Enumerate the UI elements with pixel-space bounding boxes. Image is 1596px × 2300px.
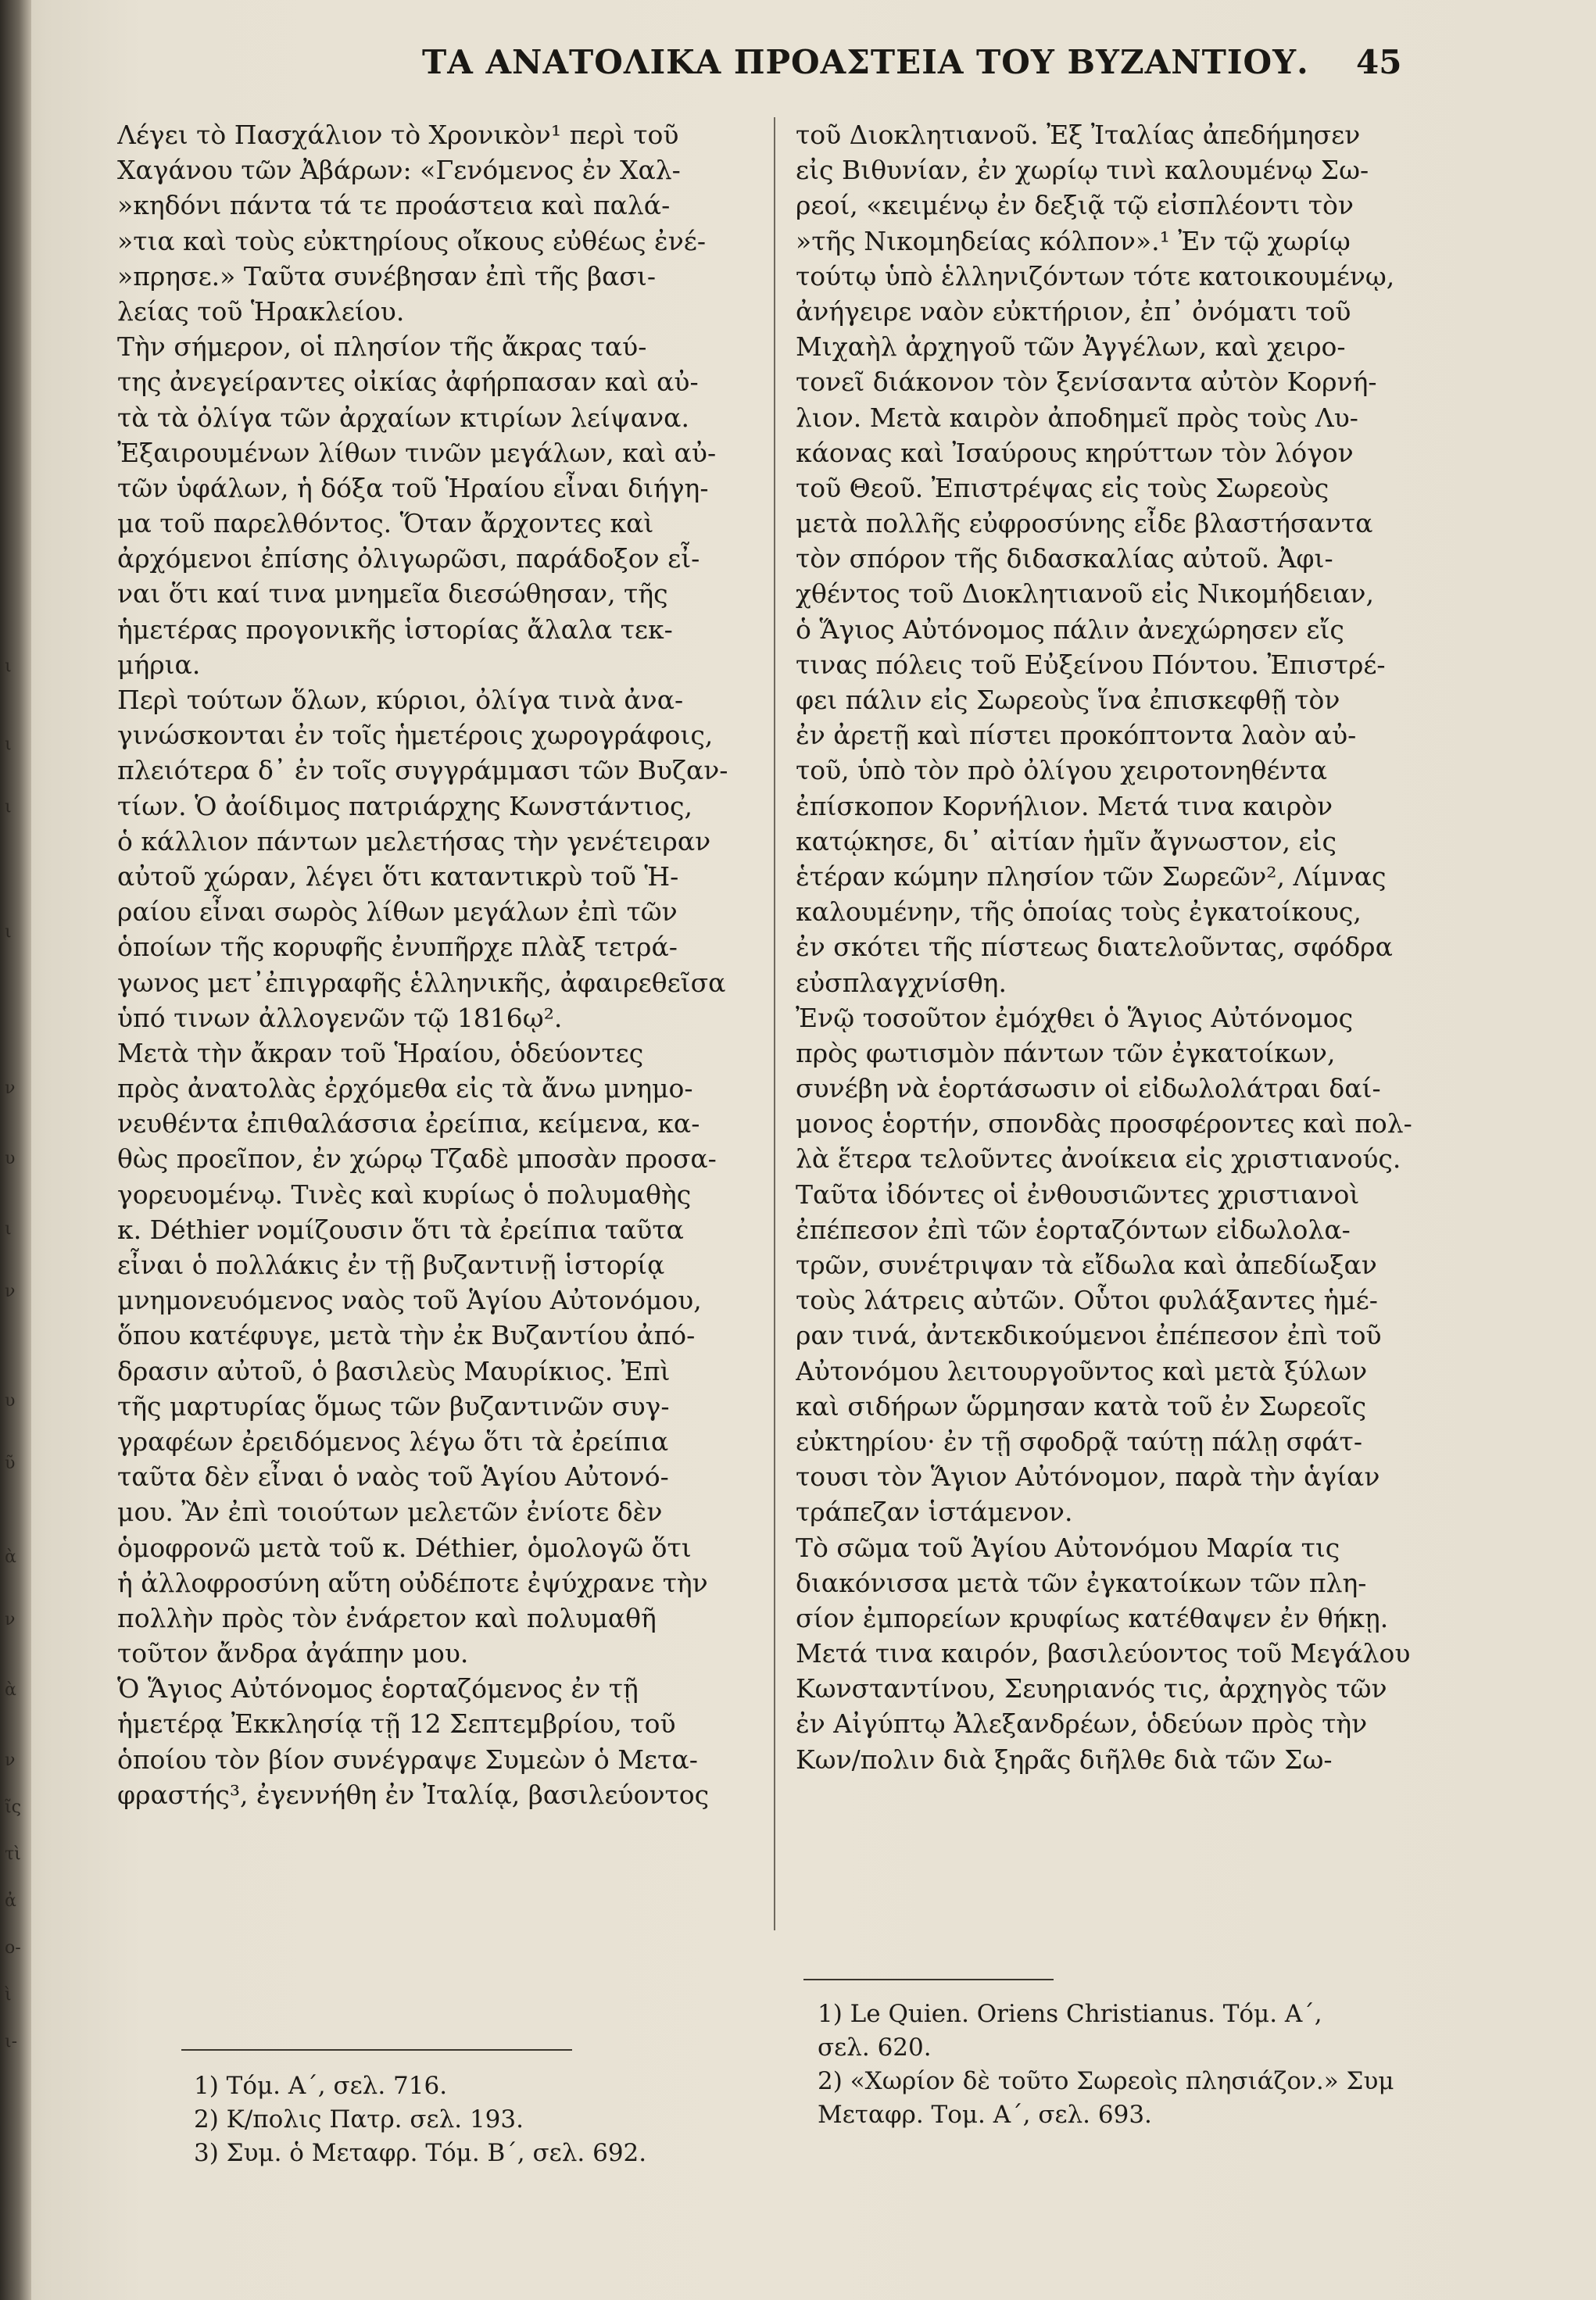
text-line: μονος ἑορτήν, σπονδὰς προσφέροντες καὶ πολ-	[796, 1108, 1412, 1139]
text-line: καλουμένην, τῆς ὁποίας τοὺς ἐγκατοίκους,	[796, 896, 1362, 928]
text-line: πολλὴν πρὸς τὸν ἐνάρετον καὶ πολυμαθῆ	[117, 1602, 657, 1633]
text-line: γορευομένῳ. Τινὲς καὶ κυρίως ὁ πολυμαθὴς	[117, 1179, 692, 1210]
text-line: γωνος μετ᾽ἐπιγραφῆς ἑλληνικῆς, ἀφαιρεθεῖσα	[117, 967, 726, 998]
footnote-line: 3) Συμ. ὁ Μεταφρ. Τόμ. Β΄, σελ. 692.	[194, 2139, 647, 2167]
footnote-line: 2) «Χωρίον δὲ τοῦτο Σωρεοὶς πλησιάζον.» Συμ	[818, 2067, 1394, 2095]
text-line: »κηδόνι πάντα τά τε προάστεια καὶ παλά-	[117, 190, 671, 221]
text-line: Λέγει τὸ Πασχάλιον τὸ Χρονικὸν¹ περὶ τοῦ	[117, 120, 679, 150]
text-line: Μετὰ τὴν ἄκραν τοῦ Ἡραίου, ὁδεύοντες	[117, 1037, 644, 1068]
text-line: »τῆς Νικομηδείας κόλπον».¹ Ἐν τῷ χωρίῳ	[796, 225, 1351, 256]
margin-fragment: υ	[5, 1149, 16, 1168]
text-line: κ. Déthier νομίζουσιν ὅτι τὰ ἐρείπια ταῦτα	[117, 1214, 684, 1245]
margin-fragment: ι-	[5, 2032, 18, 2051]
text-line: τῆς μαρτυρίας ὅμως τῶν βυζαντινῶν συγ-	[117, 1390, 670, 1422]
footnote-rule-left	[181, 2049, 572, 2051]
text-line: Τὴν σήμερον, οἱ πλησίον τῆς ἄκρας ταύ-	[117, 331, 647, 363]
text-line: καὶ σιδήρων ὥρμησαν κατὰ τοῦ ἐν Σωρεοῖς	[796, 1390, 1367, 1422]
margin-fragment: ν	[5, 1610, 16, 1629]
text-line: τινας πόλεις τοῦ Εὐξείνου Πόντου. Ἐπιστρέ-	[796, 649, 1386, 680]
margin-fragment: ν	[5, 1282, 16, 1301]
text-line: τοῦ Διοκλητιανοῦ. Ἐξ Ἰταλίας ἀπεδήμησεν	[796, 120, 1361, 150]
text-line: φραστής³, ἐγεννήθη ἐν Ἰταλίᾳ, βασιλεύοντος	[117, 1779, 710, 1810]
text-line: ἐν Αἰγύπτῳ Ἀλεξανδρέων, ὁδεύων πρὸς τὴν	[796, 1708, 1368, 1740]
text-line: φει πάλιν εἰς Σωρεοὺς ἵνα ἐπισκεφθῇ τὸν	[796, 685, 1340, 715]
text-line: συνέβη νὰ ἑορτάσωσιν οἱ εἰδωλολάτραι δαί-	[796, 1073, 1381, 1104]
margin-fragment: ι	[5, 656, 12, 676]
text-line: ἐν σκότει τῆς πίστεως διατελοῦντας, σφόδρα	[796, 932, 1393, 963]
text-line: »πρησε.» Ταῦτα συνέβησαν ἐπὶ τῆς βασι-	[117, 260, 656, 292]
text-line: τράπεζαν ἱστάμενον.	[796, 1497, 1073, 1528]
text-line: εὐσπλαγχνίσθη.	[796, 967, 1007, 998]
text-line: μνημονευόμενος ναὸς τοῦ Ἁγίου Αὐτονόμου,	[117, 1285, 702, 1316]
margin-fragment: ι	[5, 735, 12, 754]
text-line: τρῶν, συνέτριψαν τὰ εἴδωλα καὶ ἀπεδίωξαν	[796, 1250, 1377, 1280]
text-line: διακόνισσα μετὰ τῶν ἐγκατοίκων τῶν πλη-	[796, 1567, 1367, 1598]
text-line: λείας τοῦ Ἡρακλείου.	[117, 295, 405, 327]
text-line: της ἀνεγείραντες οἰκίας ἀφήρπασαν καὶ αὐ-	[117, 367, 699, 398]
text-line: ἐπίσκοπον Κορνήλιον. Μετά τινα καιρὸν	[796, 790, 1333, 821]
text-line: πρὸς ἀνατολὰς ἐρχόμεθα εἰς τὰ ἄνω μνημο-	[117, 1073, 693, 1104]
column-divider	[774, 117, 775, 1930]
text-line: κάονας καὶ Ἰσαύρους κηρύττων τὸν λόγον	[796, 437, 1354, 468]
margin-fragment: ὶ	[5, 1985, 12, 2005]
left-column	[117, 117, 758, 1812]
text-line: Τὸ σῶμα τοῦ Ἁγίου Αὐτονόμου Μαρία τις	[796, 1532, 1340, 1563]
text-line: γινώσκονται ἐν τοῖς ἡμετέροις χωρογράφοις,	[117, 720, 714, 751]
text-line: Ταῦτα ἰδόντες οἱ ἐνθουσιῶντες χριστιανοὶ	[796, 1179, 1360, 1210]
running-head: ΤΑ ΑΝΑΤΟΛΙΚΑ ΠΡΟΑΣΤΕΙΑ ΤΟΥ ΒΥΖΑΝΤΙΟΥ.	[422, 43, 1309, 81]
text-line: εἶναι ὁ πολλάκις ἐν τῇ βυζαντινῇ ἱστορίᾳ	[117, 1250, 665, 1280]
text-line: Χαγάνου τῶν Ἀβάρων: «Γενόμενος ἐν Χαλ-	[117, 155, 681, 186]
text-line: ὁποίων τῆς κορυφῆς ἐνυπῆρχε πλὰξ τετρά-	[117, 932, 678, 963]
text-line: λιον. Μετὰ καιρὸν ἀποδημεῖ πρὸς τοὺς Λυ-	[796, 402, 1358, 433]
text-line: ἑτέραν κώμην πλησίον τῶν Σωρεῶν², Λίμνας	[796, 860, 1387, 892]
margin-fragment: ν	[5, 1078, 16, 1098]
margin-fragment: ν	[5, 1751, 16, 1770]
margin-fragment: υ	[5, 1391, 16, 1411]
margin-fragment: τὶ	[5, 1844, 21, 1864]
text-line: Ἐνῷ τοσοῦτον ἐμόχθει ὁ Ἅγιος Αὐτόνομος	[796, 1002, 1354, 1033]
text-line: Μετά τινα καιρόν, βασιλεύοντος τοῦ Μεγάλου	[796, 1638, 1411, 1669]
text-line: πρὸς φωτισμὸν πάντων τῶν ἐγκατοίκων,	[796, 1037, 1336, 1068]
margin-fragment: ἀ	[5, 1891, 16, 1911]
text-line: θὼς προεῖπον, ἐν χώρῳ Τζαδὲ μποσὰν προσα-	[117, 1143, 717, 1175]
text-line: αὐτοῦ χώραν, λέγει ὅτι καταντικρὺ τοῦ Ἡ-	[117, 860, 679, 892]
text-line: Κωνσταντίνου, Σευηριανός τις, ἀρχηγὸς τῶν	[796, 1673, 1387, 1704]
footnote-line: Μεταφρ. Τομ. Α΄, σελ. 693.	[818, 2101, 1152, 2129]
text-line: τονεῖ διάκονον τὸν ξενίσαντα αὐτὸν Κορνή-	[796, 367, 1377, 398]
text-line: Ἐξαιρουμένων λίθων τινῶν μεγάλων, καὶ αὐ-	[117, 437, 717, 468]
footnotes-right	[818, 1998, 1443, 2132]
footnote-line: 1) Le Quien. Oriens Christianus. Τόμ. Α΄,	[818, 2000, 1322, 2028]
footnote-line: 1) Τόμ. Α΄, σελ. 716.	[194, 2072, 448, 2100]
text-line: ὁ κάλλιον πάντων μελετήσας τὴν γενέτειραν	[117, 825, 711, 857]
footnote-line: 2) Κ/πολις Πατρ. σελ. 193.	[194, 2105, 524, 2134]
text-line: ἡ ἀλλοφροσύνη αὕτη οὐδέποτε ἐψύχρανε τὴν	[117, 1567, 708, 1598]
text-line: μου. Ἂν ἐπὶ τοιούτων μελετῶν ἐνίοτε δὲν	[117, 1497, 663, 1528]
text-line: Περὶ τούτων ὅλων, κύριοι, ὀλίγα τινὰ ἀνα-	[117, 685, 684, 715]
text-line: σίον ἐμπορείων κρυφίως κατέθαψεν ἐν θήκῃ.	[796, 1602, 1389, 1633]
text-line: τοῦ Θεοῦ. Ἐπιστρέψας εἰς τοὺς Σωρεοὺς	[796, 472, 1329, 503]
text-line: μήρια.	[117, 649, 201, 680]
text-line: γραφέων ἐρειδόμενος λέγω ὅτι τὰ ἐρείπια	[117, 1425, 669, 1457]
text-line: τοῦ, ὑπὸ τὸν πρὸ ὀλίγου χειροτονηθέντα	[796, 755, 1328, 786]
text-line: ἐπέπεσον ἐπὶ τῶν ἑορταζόντων εἰδωλολα-	[796, 1214, 1351, 1245]
facing-page-fragments	[0, 0, 31, 2300]
footnotes-left	[194, 2069, 741, 2170]
footnote-rule-right	[803, 1979, 1054, 1980]
text-line: κατῴκησε, δι᾽ αἰτίαν ἡμῖν ἄγνωστον, εἰς	[796, 825, 1337, 857]
text-line: τουσι τὸν Ἅγιον Αὐτόνομον, παρὰ τὴν ἁγίαν	[796, 1461, 1380, 1493]
margin-fragment: ὰ	[5, 1547, 16, 1567]
footnote-line: σελ. 620.	[818, 2034, 932, 2062]
text-line: ναι ὅτι καί τινα μνημεῖα διεσώθησαν, τῆς	[117, 578, 668, 610]
text-line: τούτῳ ὑπὸ ἑλληνιζόντων τότε κατοικουμένῳ,	[796, 260, 1395, 292]
text-line: ἡμετέρᾳ Ἐκκλησίᾳ τῇ 12 Σεπτεμβρίου, τοῦ	[117, 1708, 676, 1740]
margin-fragment: ῖς	[5, 1797, 21, 1817]
text-line: ταῦτα δὲν εἶναι ὁ ναὸς τοῦ Ἁγίου Αὐτονό-	[117, 1461, 669, 1493]
text-line: ἐν ἀρετῇ καὶ πίστει προκόπτοντα λαὸν αὐ-	[796, 720, 1357, 751]
text-line: εὐκτηρίου· ἐν τῇ σφοδρᾷ ταύτῃ πάλῃ σφάτ-	[796, 1425, 1362, 1457]
text-line: ὅπου κατέφυγε, μετὰ τὴν ἐκ Βυζαντίου ἀπό-	[117, 1320, 696, 1351]
text-line: χθέντος τοῦ Διοκλητιανοῦ εἰς Νικομήδειαν,	[796, 578, 1374, 610]
page-number: 45	[1356, 43, 1402, 81]
text-line: Κων/πολιν διὰ ξηρᾶς διῆλθε διὰ τῶν Σω-	[796, 1744, 1333, 1775]
text-line: ὑπό τινων ἀλλογενῶν τῷ 1816ῳ².	[117, 1002, 563, 1033]
text-line: δρασιν αὐτοῦ, ὁ βασιλεὺς Μαυρίκιος. Ἐπὶ	[117, 1355, 671, 1386]
text-line: τὸν σπόρον τῆς διδασκαλίας αὐτοῦ. Ἀφι-	[796, 543, 1333, 574]
text-line: ραν τινά, ἀντεκδικούμενοι ἐπέπεσον ἐπὶ τοῦ	[796, 1320, 1382, 1351]
text-line: τοὺς λάτρεις αὐτῶν. Οὗτοι φυλάξαντες ἡμέ-	[796, 1285, 1378, 1316]
text-line: Ὁ Ἅγιος Αὐτόνομος ἑορταζόμενος ἐν τῇ	[117, 1673, 639, 1704]
text-line: τῶν ὑφάλων, ἡ δόξα τοῦ Ἡραίου εἶναι διήγη-	[117, 472, 709, 503]
text-line: μα τοῦ παρελθόντος. Ὅταν ἄρχοντες καὶ	[117, 508, 654, 539]
text-line: τὰ τὰ ὀλίγα τῶν ἀρχαίων κτιρίων λείψανα.	[117, 402, 689, 433]
text-line: ρεοί, «κειμένῳ ἐν δεξιᾷ τῷ εἰσπλέοντι τὸν	[796, 190, 1354, 221]
text-line: Αὐτονόμου λειτουργοῦντος καὶ μετὰ ξύλων	[796, 1355, 1368, 1386]
text-line: ὁποίου τὸν βίον συνέγραψε Συμεὼν ὁ Μετα-	[117, 1744, 698, 1775]
margin-fragment: ι	[5, 797, 12, 817]
text-line: »τια καὶ τοὺς εὐκτηρίους οἴκους εὐθέως ἐνέ-	[117, 225, 707, 256]
text-line: πλειότερα δ᾽ ἐν τοῖς συγγράμμασι τῶν Βυζαν-	[117, 755, 728, 786]
right-column	[796, 117, 1443, 1777]
text-line: τοῦτον ἄνδρα ἀγάπην μου.	[117, 1638, 469, 1669]
text-line: ραίου εἶναι σωρὸς λίθων μεγάλων ἐπὶ τῶν	[117, 896, 678, 928]
text-line: ἀρχόμενοι ἐπίσης ὀλιγωρῶσι, παράδοξον εἶ-	[117, 543, 700, 574]
margin-fragment: ὰ	[5, 1680, 16, 1700]
text-line: ὁ Ἅγιος Αὐτόνομος πάλιν ἀνεχώρησεν εἴς	[796, 613, 1344, 645]
text-line: ὁμοφρονῶ μετὰ τοῦ κ. Déthier, ὁμολογῶ ὅτι	[117, 1532, 692, 1563]
margin-fragment: ι	[5, 1219, 12, 1239]
margin-fragment: ο-	[5, 1938, 21, 1958]
text-line: τίων. Ὁ ἀοίδιμος πατριάρχης Κωνστάντιος,	[117, 790, 692, 821]
margin-fragment: ι	[5, 922, 12, 942]
text-line: νευθέντα ἐπιθαλάσσια ἐρείπια, κείμενα, κα-	[117, 1108, 700, 1139]
text-line: λὰ ἕτερα τελοῦντες ἀνοίκεια εἰς χριστιανούς.	[796, 1143, 1401, 1175]
text-line: ἀνήγειρε ναὸν εὐκτήριον, ἐπ᾽ ὀνόματι τοῦ	[796, 295, 1351, 327]
margin-fragment: ῦ	[5, 1454, 16, 1473]
text-line: ἡμετέρας προγονικῆς ἱστορίας ἄλαλα τεκ-	[117, 613, 673, 645]
text-line: μετὰ πολλῆς εὐφροσύνης εἶδε βλαστήσαντα	[796, 508, 1373, 539]
text-line: εἰς Βιθυνίαν, ἐν χωρίῳ τινὶ καλουμένῳ Σω-	[796, 155, 1369, 186]
text-line: Μιχαὴλ ἀρχηγοῦ τῶν Ἀγγέλων, καὶ χειρο-	[796, 331, 1346, 363]
